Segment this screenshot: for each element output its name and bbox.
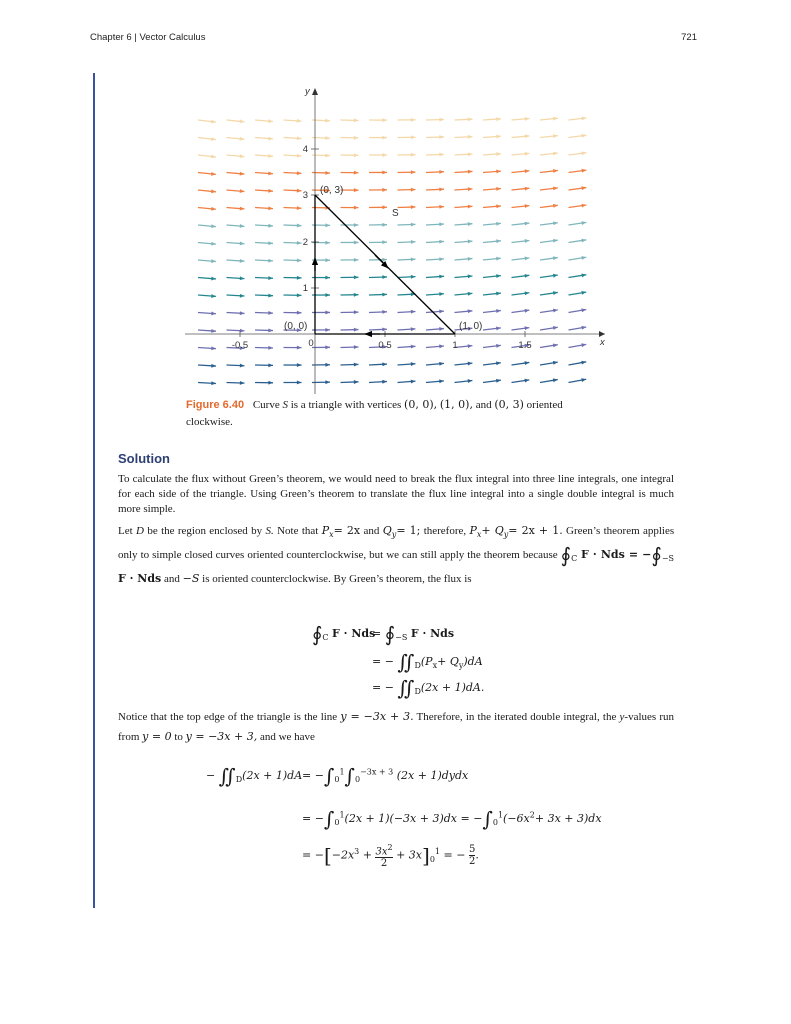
- field-arrow-head: [439, 222, 444, 226]
- field-arrow-head: [468, 222, 473, 226]
- field-arrow-head: [411, 188, 416, 192]
- field-arrow-head: [268, 363, 273, 367]
- field-arrow-head: [354, 153, 359, 157]
- field-arrow-head: [468, 240, 473, 244]
- field-arrow-head: [382, 240, 387, 244]
- field-arrow-head: [268, 346, 273, 350]
- field-arrow-head: [354, 223, 359, 227]
- page-header: [90, 32, 697, 46]
- field-arrow-head: [211, 312, 216, 316]
- field-arrow-head: [297, 293, 302, 297]
- margin-rule: [93, 73, 95, 908]
- figure-label: Figure 6.40: [186, 399, 245, 411]
- field-arrow-head: [354, 206, 359, 210]
- field-arrow-head: [268, 276, 273, 280]
- field-arrow-head: [382, 136, 387, 140]
- chapter-title: Chapter 6 | Vector Calculus: [90, 32, 206, 43]
- field-arrow-head: [496, 135, 501, 139]
- field-arrow-head: [439, 275, 444, 279]
- field-arrow-head: [297, 346, 302, 350]
- field-arrow-head: [468, 117, 473, 121]
- field-arrow-head: [325, 380, 330, 384]
- field-arrow-head: [468, 135, 473, 139]
- field-arrow-head: [439, 205, 444, 209]
- x-tick: -0.5: [231, 340, 249, 351]
- field-arrow-head: [439, 135, 444, 139]
- field-arrow-head: [211, 294, 216, 298]
- field-arrow-head: [268, 294, 273, 298]
- field-arrow-head: [468, 152, 473, 156]
- field-arrow-head: [411, 205, 416, 209]
- field-arrow-head: [240, 241, 245, 245]
- field-arrow-head: [439, 187, 444, 191]
- y-tick: 2: [302, 237, 308, 248]
- caption-text: Curve: [252, 399, 280, 411]
- field-arrow-head: [496, 152, 501, 156]
- field-arrow-head: [268, 137, 273, 141]
- paragraph-1: To calculate the flux without Green’s theorem, we would need to break the flux integral into three line integrals, one integral for each side of the triangle. Using Green’s theorem to translate the flux line integral into a single double integral is much more simple.: [118, 473, 674, 515]
- field-arrow-head: [411, 327, 416, 331]
- paragraph-2: Let D be the region enclosed by S. Note that $P_x= 2x$ and $Q_y= 1$; therefore, $P_x+ Q_y= 2x + 1$. Green’s theorem applies only to simple closed curves oriented counterclockwise, but we can still apply the theorem because $∮_C$ F · Nds = $-∮_{-S}$ F · Nds and −S is oriented counterclockwise. By Green’s theorem, the flux is: [118, 524, 675, 586]
- field-arrow-head: [411, 275, 416, 279]
- x-tick: 0.5: [378, 340, 392, 351]
- field-arrow-head: [297, 189, 302, 193]
- field-arrow-head: [297, 154, 302, 158]
- vertex-label: (1, 0): [459, 321, 483, 332]
- field-arrow-head: [297, 363, 302, 367]
- field-arrow-head: [325, 363, 330, 367]
- field-arrow-head: [382, 223, 387, 227]
- field-arrow-head: [325, 223, 330, 227]
- field-arrow-head: [354, 118, 359, 122]
- field-arrow-head: [354, 241, 359, 245]
- field-arrow-head: [240, 294, 245, 298]
- y-axis-label: y: [305, 86, 310, 97]
- field-arrow-head: [411, 153, 416, 157]
- field-arrow-head: [240, 329, 245, 333]
- field-arrow-head: [268, 241, 273, 245]
- field-arrow-head: [211, 329, 216, 333]
- field-arrow-head: [382, 205, 387, 209]
- field-arrow-head: [297, 381, 302, 385]
- field-arrow-head: [297, 206, 302, 210]
- field-arrow-head: [354, 171, 359, 175]
- field-arrow-head: [411, 118, 416, 122]
- field-arrow-head: [382, 362, 387, 366]
- field-arrow-head: [297, 276, 302, 280]
- x-axis-label: x: [600, 337, 605, 348]
- field-arrow-head: [325, 171, 330, 175]
- field-arrow-head: [297, 136, 302, 140]
- field-arrow-head: [354, 188, 359, 192]
- field-arrow-head: [354, 328, 359, 332]
- field-arrow-head: [439, 170, 444, 174]
- orientation-arrow: [375, 255, 388, 268]
- field-arrow-head: [411, 380, 416, 384]
- caption-vertex: (0, 0),: [404, 398, 438, 411]
- field-arrow-head: [211, 364, 216, 368]
- field-arrow-head: [468, 205, 473, 209]
- field-arrow-head: [211, 277, 216, 281]
- field-arrow-head: [354, 363, 359, 367]
- vertex-label: (0, 0): [284, 321, 308, 332]
- field-arrow-head: [325, 258, 330, 262]
- field-arrow-head: [382, 118, 387, 122]
- field-arrow-head: [211, 381, 216, 385]
- field-arrow-head: [382, 327, 387, 331]
- field-arrow-head: [439, 153, 444, 157]
- field-arrow-head: [268, 224, 273, 228]
- caption-text: is a triangle with vertices: [290, 399, 402, 411]
- caption-text: oriented clockwise.: [186, 399, 563, 428]
- y-tick: 1: [302, 283, 308, 294]
- field-arrow-head: [439, 310, 444, 314]
- field-arrow-head: [240, 259, 245, 263]
- triangle-curve: [315, 195, 455, 334]
- field-arrow-head: [297, 119, 302, 123]
- field-arrow-head: [268, 154, 273, 158]
- field-arrow-head: [496, 170, 501, 174]
- field-arrow-head: [297, 241, 302, 245]
- x-tick: 0: [308, 338, 314, 349]
- caption-text: and: [475, 399, 492, 411]
- field-arrow-head: [411, 240, 416, 244]
- field-arrow-head: [411, 345, 416, 349]
- field-arrow-head: [411, 223, 416, 227]
- field-arrow-head: [268, 381, 273, 385]
- vertex-label: (0, 3): [320, 185, 344, 196]
- field-arrow-head: [297, 224, 302, 228]
- field-arrow-head: [354, 275, 359, 279]
- field-arrow-head: [411, 170, 416, 174]
- field-arrow-head: [325, 293, 330, 297]
- field-arrow-head: [268, 328, 273, 332]
- field-arrow-head: [268, 206, 273, 210]
- field-arrow-head: [439, 240, 444, 244]
- field-arrow-head: [297, 171, 302, 175]
- field-arrow-head: [211, 346, 216, 350]
- field-arrow-head: [439, 327, 444, 331]
- field-arrow-head: [439, 118, 444, 122]
- field-arrow-head: [382, 310, 387, 314]
- field-arrow-head: [382, 188, 387, 192]
- field-arrow-head: [268, 311, 273, 315]
- page-number: 721: [681, 32, 697, 43]
- field-arrow-head: [268, 189, 273, 193]
- field-arrow-head: [240, 276, 245, 280]
- field-arrow-head: [354, 293, 359, 297]
- field-arrow-head: [325, 119, 330, 123]
- field-arrow-head: [581, 343, 586, 347]
- y-tick: 3: [302, 190, 308, 201]
- field-arrow-head: [240, 224, 245, 228]
- field-arrow-head: [325, 136, 330, 140]
- paragraph-3: Notice that the top edge of the triangle is the line y = −3x + 3. Therefore, in the iterated double integral, the y-values run from y = 0 to y = −3x + 3, and we have: [118, 710, 674, 743]
- region-label: S: [392, 208, 399, 219]
- field-arrow-head: [411, 310, 416, 314]
- solution-heading: Solution: [118, 451, 170, 466]
- field-arrow-head: [468, 170, 473, 174]
- figure-caption: [186, 396, 606, 431]
- caption-vertex: (1, 0),: [439, 398, 473, 411]
- field-arrow-head: [325, 345, 330, 349]
- field-arrow-head: [325, 328, 330, 332]
- field-arrow-head: [382, 275, 387, 279]
- field-arrow-head: [439, 292, 444, 296]
- field-arrow-head: [411, 135, 416, 139]
- field-arrow-head: [325, 276, 330, 280]
- field-arrow-head: [354, 136, 359, 140]
- caption-vertex: (0, 3): [494, 398, 524, 411]
- field-arrow-head: [268, 259, 273, 263]
- y-tick: 4: [302, 144, 308, 155]
- field-arrow-head: [240, 311, 245, 315]
- field-arrow-head: [325, 154, 330, 158]
- caption-var: S: [282, 399, 288, 411]
- field-arrow-head: [382, 293, 387, 297]
- field-arrow-head: [240, 207, 245, 211]
- field-arrow-head: [382, 258, 387, 262]
- field-arrow-head: [297, 258, 302, 262]
- field-arrow-head: [325, 241, 330, 245]
- field-arrow-head: [268, 171, 273, 175]
- field-arrow-head: [382, 170, 387, 174]
- field-arrow-head: [411, 257, 416, 261]
- field-arrow-head: [382, 380, 387, 384]
- field-arrow-head: [411, 362, 416, 366]
- x-tick: 1.5: [518, 340, 532, 351]
- field-arrow-head: [354, 345, 359, 349]
- field-arrow-head: [496, 117, 501, 121]
- field-arrow-head: [382, 153, 387, 157]
- field-arrow-head: [354, 310, 359, 314]
- field-arrow-head: [240, 381, 245, 385]
- field-arrow-head: [354, 380, 359, 384]
- field-arrow-head: [297, 311, 302, 315]
- x-tick: 1: [452, 340, 458, 351]
- vector-field-figure: [180, 78, 610, 396]
- field-arrow-head: [240, 364, 245, 368]
- field-arrow-head: [468, 187, 473, 191]
- field-arrow-head: [325, 311, 330, 315]
- field-arrow-head: [354, 258, 359, 262]
- field-arrow-head: [439, 257, 444, 261]
